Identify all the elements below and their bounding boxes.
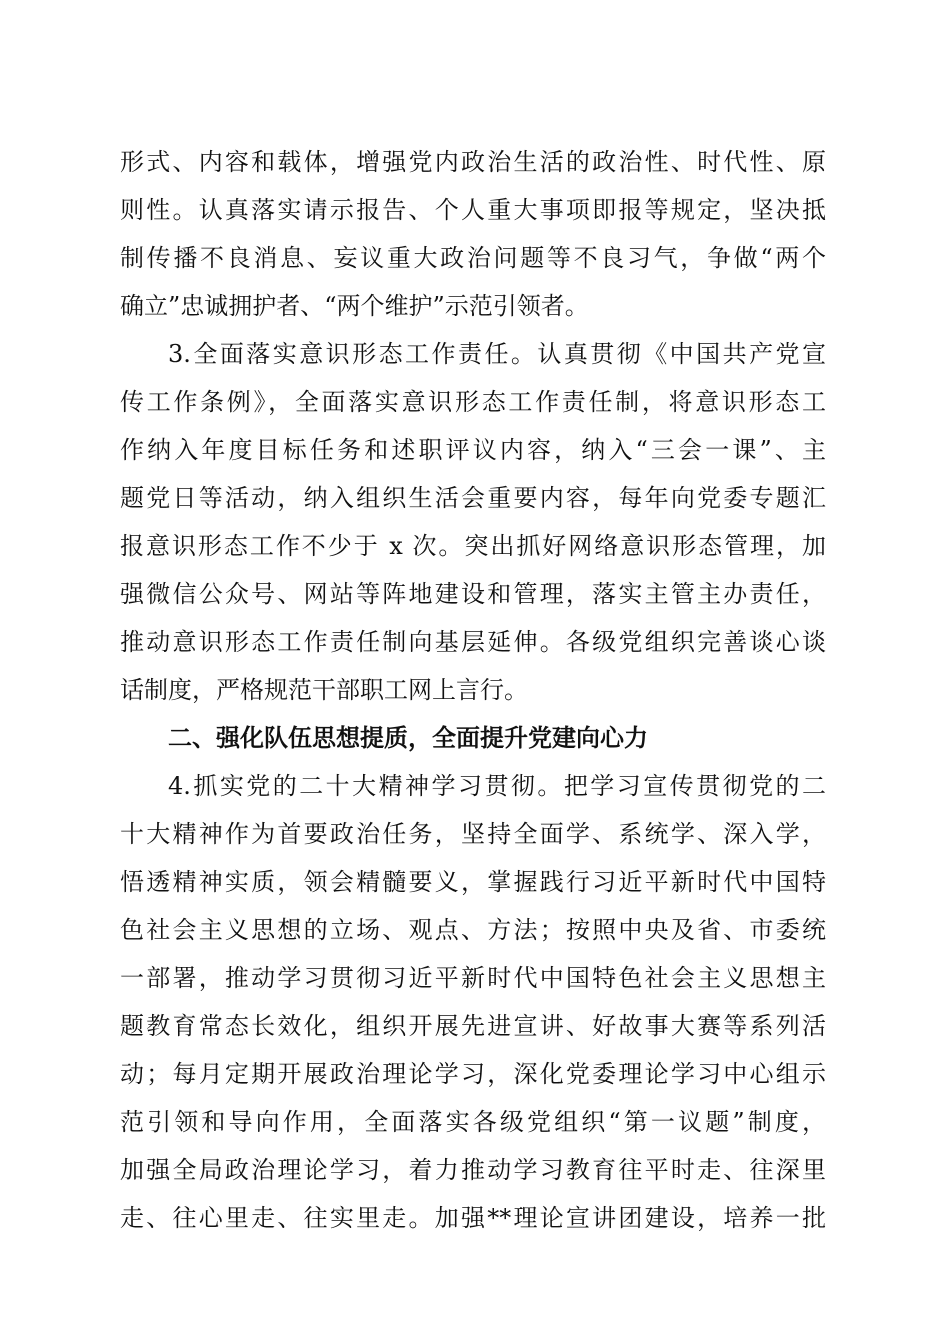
paragraph-line: 色社会主义思想的立场、观点、方法；按照中央及省、市委统: [120, 916, 826, 944]
paragraph-line: 形式、内容和载体，增强党内政治生活的政治性、时代性、原: [120, 148, 826, 176]
paragraph-line: 报意识形态工作不少于 x 次。突出抓好网络意识形态管理，加: [120, 532, 826, 560]
paragraph-line: 4.抓实党的二十大精神学习贯彻。把学习宣传贯彻党的二: [168, 772, 826, 800]
paragraph-line: 动；每月定期开展政治理论学习，深化党委理论学习中心组示: [120, 1060, 826, 1088]
paragraph-line: 确立”忠诚拥护者、“两个维护”示范引领者。: [120, 292, 589, 320]
paragraph-line: 则性。认真落实请示报告、个人重大事项即报等规定，坚决抵: [120, 196, 826, 224]
paragraph-line: 题党日等活动，纳入组织生活会重要内容，每年向党委专题汇: [120, 484, 826, 512]
section-heading: 二、强化队伍思想提质，全面提升党建向心力: [168, 724, 648, 752]
paragraph-line: 一部署，推动学习贯彻习近平新时代中国特色社会主义思想主: [120, 964, 826, 992]
paragraph-line: 话制度，严格规范干部职工网上言行。: [120, 676, 528, 704]
paragraph-line: 十大精神作为首要政治任务，坚持全面学、系统学、深入学，: [120, 820, 826, 848]
paragraph-line: 悟透精神实质，领会精髓要义，掌握践行习近平新时代中国特: [120, 868, 826, 896]
paragraph-line: 推动意识形态工作责任制向基层延伸。各级党组织完善谈心谈: [120, 628, 826, 656]
paragraph-line: 制传播不良消息、妄议重大政治问题等不良习气，争做“两个: [120, 244, 826, 272]
paragraph-line: 强微信公众号、网站等阵地建设和管理，落实主管主办责任，: [120, 580, 826, 608]
paragraph-line: 走、往心里走、往实里走。加强**理论宣讲团建设，培养一批: [120, 1204, 826, 1232]
paragraph-line: 题教育常态长效化，组织开展先进宣讲、好故事大赛等系列活: [120, 1012, 826, 1040]
paragraph-line: 范引领和导向作用，全面落实各级党组织“第一议题”制度，: [120, 1108, 826, 1136]
paragraph-line: 作纳入年度目标任务和述职评议内容，纳入“三会一课”、主: [120, 436, 826, 464]
paragraph-line: 3.全面落实意识形态工作责任。认真贯彻《中国共产党宣: [168, 340, 826, 368]
paragraph-line: 加强全局政治理论学习，着力推动学习教育往平时走、往深里: [120, 1156, 826, 1184]
paragraph-line: 传工作条例》，全面落实意识形态工作责任制，将意识形态工: [120, 388, 826, 416]
